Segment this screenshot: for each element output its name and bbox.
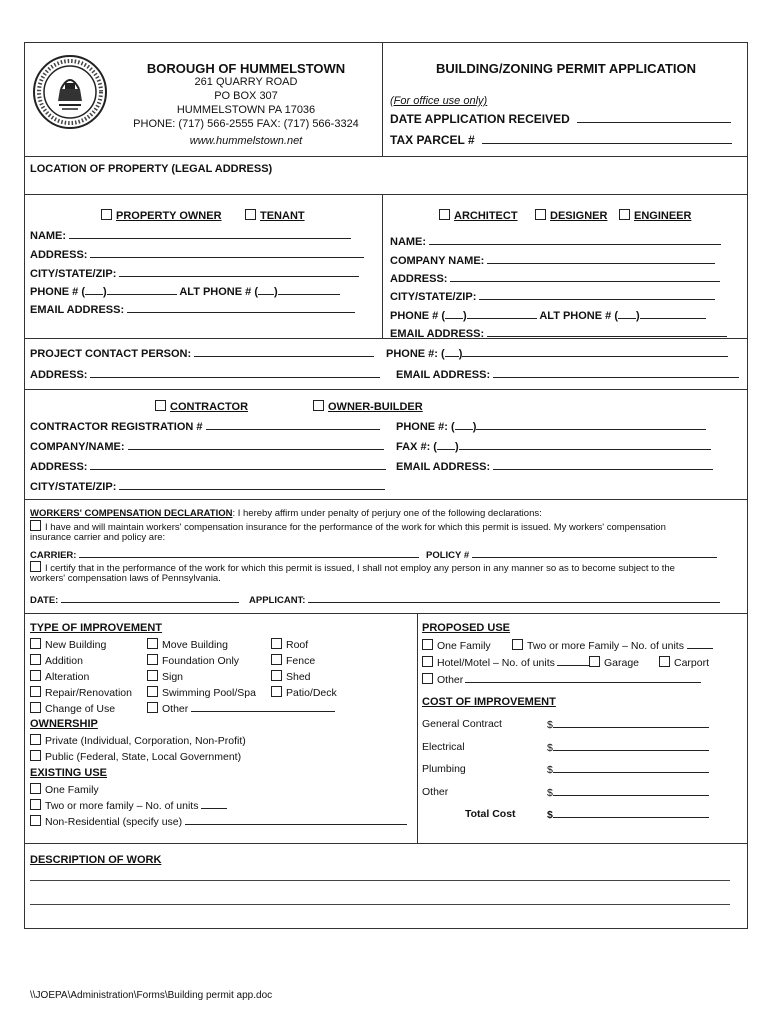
borough-seal-logo xyxy=(31,53,109,131)
checkbox[interactable] xyxy=(422,639,433,650)
improvement-repair[interactable] xyxy=(30,686,132,699)
pro-email-label: EMAIL ADDRESS: xyxy=(390,328,485,340)
label: Non-Residential (specify use) xyxy=(45,816,183,828)
contact-phone-field[interactable]: PHONE #: ( ) xyxy=(386,347,728,360)
option2-checkbox[interactable] xyxy=(30,561,41,572)
pro-address-line[interactable] xyxy=(450,272,720,282)
owner-phone-label: PHONE # ( xyxy=(30,286,86,298)
currency: $ xyxy=(547,742,553,754)
cost-plumbing-label: Plumbing xyxy=(422,763,466,775)
file-path-footer: \\JOEPA\Administration\Forms\Building permit app.doc xyxy=(30,990,273,1001)
date-received-field[interactable] xyxy=(390,112,731,126)
contractor-city-label: CITY/STATE/ZIP: xyxy=(30,481,117,493)
existing-non-residential[interactable] xyxy=(30,815,407,828)
cost-other-label: Other xyxy=(422,786,449,798)
tenant-option[interactable] xyxy=(245,209,305,222)
proposed-one-family[interactable] xyxy=(422,639,491,652)
contact-person-field[interactable] xyxy=(30,347,374,360)
checkbox[interactable] xyxy=(147,670,158,681)
ownership-public[interactable] xyxy=(30,750,241,763)
owner-city-field[interactable] xyxy=(30,267,359,280)
contractor-checkbox[interactable] xyxy=(155,400,166,411)
units-line[interactable] xyxy=(687,639,713,649)
policy-label: POLICY # xyxy=(426,550,470,561)
owner-builder-option[interactable] xyxy=(313,400,423,413)
currency: $ xyxy=(547,719,553,731)
office-use-note: (For office use only) xyxy=(390,95,488,107)
improvement-new-building[interactable] xyxy=(30,638,106,651)
workers-comp-section xyxy=(25,500,747,614)
cost-other-field[interactable] xyxy=(547,786,709,799)
owner-email-label: EMAIL ADDRESS: xyxy=(30,304,125,316)
owner-city-line[interactable] xyxy=(119,267,359,277)
label: Public (Federal, State, Local Government) xyxy=(45,751,242,763)
label: Alteration xyxy=(45,671,90,683)
address-line-1: 261 QUARRY ROAD xyxy=(194,76,298,88)
contractor-section xyxy=(25,390,747,500)
pro-alt-phone-label: ALT PHONE # ( xyxy=(539,310,618,322)
tenant-checkbox[interactable] xyxy=(245,209,256,220)
registration-label: CONTRACTOR REGISTRATION # xyxy=(30,421,203,433)
pro-name-field[interactable] xyxy=(390,235,721,248)
existing-use-heading: EXISTING USE xyxy=(30,767,108,779)
option1-text-cont: insurance carrier and policy are: xyxy=(30,532,166,543)
designer-checkbox[interactable] xyxy=(535,209,546,220)
improvement-addition[interactable] xyxy=(30,654,83,667)
owner-phone-field[interactable]: PHONE # ( ) ALT PHONE # ( ) xyxy=(30,285,340,298)
pro-city-label: CITY/STATE/ZIP: xyxy=(390,291,477,303)
checkbox[interactable] xyxy=(422,656,433,667)
fax-field[interactable]: FAX #: ( ) xyxy=(396,440,711,453)
workers-comp-intro: : I hereby affirm under penalty of perjury one of the following declarations: xyxy=(232,508,542,519)
label: Fence xyxy=(286,655,316,667)
pro-company-line[interactable] xyxy=(487,254,715,264)
tenant-label: TENANT xyxy=(260,210,305,222)
contractor-email-label: EMAIL ADDRESS: xyxy=(396,461,491,473)
contact-address-line[interactable] xyxy=(90,368,380,378)
applicant-field[interactable] xyxy=(249,593,720,606)
cost-general-field[interactable] xyxy=(547,718,709,731)
architect-checkbox[interactable] xyxy=(439,209,450,220)
cost-general-label: General Contract xyxy=(422,718,502,730)
pro-city-line[interactable] xyxy=(479,290,715,300)
pro-phone-field[interactable]: PHONE # ( ) ALT PHONE # ( ) xyxy=(390,309,706,322)
architect-label: ARCHITECT xyxy=(454,210,518,222)
option1-text: I have and will maintain workers' compensation insurance for the performance of the work for which this permit is issued. My workers' compensation xyxy=(45,522,666,533)
checkbox[interactable] xyxy=(30,783,41,794)
description-heading: DESCRIPTION OF WORK xyxy=(30,854,162,866)
owner-address-field[interactable] xyxy=(30,248,364,261)
currency: $ xyxy=(547,787,553,799)
pro-name-line[interactable] xyxy=(429,235,721,245)
label: Foundation Only xyxy=(162,655,240,667)
improvement-foundation[interactable] xyxy=(147,654,239,667)
amount-line[interactable] xyxy=(553,718,709,728)
checkbox[interactable] xyxy=(30,638,41,649)
currency: $ xyxy=(547,809,553,821)
form-title: BUILDING/ZONING PERMIT APPLICATION xyxy=(436,61,696,76)
engineer-checkbox[interactable] xyxy=(619,209,630,220)
registration-field[interactable] xyxy=(30,420,380,433)
proposed-hotel[interactable] xyxy=(422,656,589,669)
contractor-city-field[interactable] xyxy=(30,480,385,493)
registration-line[interactable] xyxy=(206,420,380,430)
pro-company-label: COMPANY NAME: xyxy=(390,255,485,267)
cost-electrical-field[interactable] xyxy=(547,741,709,754)
description-section xyxy=(25,844,747,928)
checkbox[interactable] xyxy=(271,638,282,649)
owner-builder-label: OWNER-BUILDER xyxy=(328,401,423,413)
contact-phone-area[interactable] xyxy=(445,347,459,357)
option1-checkbox[interactable] xyxy=(30,520,41,531)
owner-professional-section xyxy=(25,195,747,339)
contractor-address-field[interactable] xyxy=(30,460,386,473)
pro-address-field[interactable] xyxy=(390,272,720,285)
engineer-label: ENGINEER xyxy=(634,210,692,222)
checkbox[interactable] xyxy=(30,686,41,697)
contact-email-line[interactable] xyxy=(493,368,739,378)
improvement-fence[interactable] xyxy=(271,654,315,667)
workers-comp-heading: WORKERS' COMPENSATION DECLARATION xyxy=(30,508,233,519)
owner-city-label: CITY/STATE/ZIP: xyxy=(30,268,117,280)
amount-line[interactable] xyxy=(553,741,709,751)
contact-person-line[interactable] xyxy=(194,347,374,357)
amount-line[interactable] xyxy=(553,763,709,773)
contractor-phone-label: PHONE #: ( xyxy=(396,421,455,433)
contractor-label: CONTRACTOR xyxy=(170,401,249,413)
contractor-email-field[interactable] xyxy=(396,460,713,473)
label: Sign xyxy=(162,671,184,683)
total-cost-field[interactable] xyxy=(547,808,709,821)
property-owner-option[interactable] xyxy=(101,209,222,222)
existing-one-family[interactable] xyxy=(30,783,99,796)
label: Change of Use xyxy=(45,703,116,715)
date-field[interactable] xyxy=(30,593,239,606)
date-label: DATE: xyxy=(30,595,59,606)
label: Two or more Family – No. of units xyxy=(527,640,684,652)
checkbox[interactable] xyxy=(271,670,282,681)
currency: $ xyxy=(547,764,553,776)
checkbox[interactable] xyxy=(659,656,670,667)
improvement-sign[interactable] xyxy=(147,670,183,683)
checkbox[interactable] xyxy=(30,750,41,761)
checkbox[interactable] xyxy=(271,686,282,697)
contact-address-label: ADDRESS: xyxy=(30,369,88,381)
workers-comp-heading-line xyxy=(30,508,542,519)
amount-line[interactable] xyxy=(553,808,709,818)
ownership-private[interactable] xyxy=(30,734,246,747)
tax-parcel-field[interactable] xyxy=(390,133,732,147)
label: New Building xyxy=(45,639,107,651)
checkbox[interactable] xyxy=(30,702,41,713)
pro-alt-phone-line[interactable] xyxy=(640,309,706,319)
pro-company-field[interactable] xyxy=(390,254,715,267)
label: Private (Individual, Corporation, Non-Profit) xyxy=(45,735,246,747)
owner-phone-area[interactable] xyxy=(85,285,103,295)
total-cost-label: Total Cost xyxy=(465,808,516,820)
policy-line[interactable] xyxy=(472,548,717,558)
proposed-carport[interactable] xyxy=(659,656,709,669)
date-received-line[interactable] xyxy=(577,113,731,123)
contractor-phone-field[interactable]: PHONE #: ( ) xyxy=(396,420,706,433)
contractor-option[interactable] xyxy=(155,400,248,413)
contractor-city-line[interactable] xyxy=(119,480,385,490)
designer-option[interactable] xyxy=(535,209,607,222)
policy-field[interactable] xyxy=(426,548,717,561)
proposed-garage[interactable] xyxy=(589,656,639,669)
description-line-1[interactable] xyxy=(30,880,730,881)
pro-alt-phone-area[interactable] xyxy=(618,309,636,319)
contractor-phone-area[interactable] xyxy=(455,420,473,430)
owner-alt-phone-line[interactable] xyxy=(278,285,340,295)
date-line[interactable] xyxy=(61,593,239,603)
permit-form xyxy=(24,42,748,929)
checkbox[interactable] xyxy=(30,670,41,681)
option2-text: I certify that in the performance of the work for which this permit is issued, I shall not employ any person in any manner so as to become subject to the xyxy=(45,563,675,574)
checkbox[interactable] xyxy=(512,639,523,650)
pro-name-label: NAME: xyxy=(390,236,427,248)
checkbox[interactable] xyxy=(271,654,282,665)
phone-fax: PHONE: (717) 566-2555 FAX: (717) 566-3324 xyxy=(133,118,359,130)
contact-person-label: PROJECT CONTACT PERSON: xyxy=(30,348,192,360)
checkbox[interactable] xyxy=(30,799,41,810)
checkbox[interactable] xyxy=(30,654,41,665)
applicant-line[interactable] xyxy=(308,593,720,603)
improvement-patio[interactable] xyxy=(271,686,337,699)
contact-email-label: EMAIL ADDRESS: xyxy=(396,369,491,381)
applicant-label: APPLICANT: xyxy=(249,595,306,606)
contact-address-field[interactable] xyxy=(30,368,380,381)
description-line-2[interactable] xyxy=(30,904,730,905)
checkbox[interactable] xyxy=(422,673,433,684)
label: Repair/Renovation xyxy=(45,687,132,699)
tax-parcel-label: TAX PARCEL # xyxy=(390,133,475,147)
improvement-shed[interactable] xyxy=(271,670,311,683)
owner-email-field[interactable] xyxy=(30,303,355,316)
label: Carport xyxy=(674,657,710,669)
units-line[interactable] xyxy=(201,799,227,809)
proposed-other[interactable] xyxy=(422,673,701,686)
label: Garage xyxy=(604,657,640,669)
checkbox[interactable] xyxy=(30,815,41,826)
company-field[interactable] xyxy=(30,440,384,453)
ownership-heading: OWNERSHIP xyxy=(30,718,98,730)
contractor-email-line[interactable] xyxy=(493,460,713,470)
contact-phone-label: PHONE #: ( xyxy=(386,348,445,360)
location-section xyxy=(25,157,747,195)
header-section xyxy=(25,43,747,157)
pro-email-line[interactable] xyxy=(487,327,727,337)
owner-address-line[interactable] xyxy=(90,248,364,258)
carrier-field[interactable] xyxy=(30,548,419,561)
specify-line[interactable] xyxy=(185,815,407,825)
owner-address-label: ADDRESS: xyxy=(30,249,88,261)
checkbox[interactable] xyxy=(30,734,41,745)
designer-label: DESIGNER xyxy=(550,210,608,222)
owner-name-field[interactable] xyxy=(30,229,351,242)
improvement-other[interactable] xyxy=(147,702,335,715)
carrier-label: CARRIER: xyxy=(30,550,77,561)
improvement-pool[interactable] xyxy=(147,686,256,699)
cost-electrical-label: Electrical xyxy=(422,741,465,753)
label: One Family xyxy=(437,640,491,652)
label: Addition xyxy=(45,655,83,667)
contractor-address-line[interactable] xyxy=(90,460,386,470)
project-contact-section xyxy=(25,339,747,390)
label: Swimming Pool/Spa xyxy=(162,687,256,699)
company-line[interactable] xyxy=(128,440,384,450)
proposed-two-family[interactable] xyxy=(512,639,713,652)
address-line-3: HUMMELSTOWN PA 17036 xyxy=(176,104,316,116)
property-owner-checkbox[interactable] xyxy=(101,209,112,220)
existing-two-family[interactable] xyxy=(30,799,227,812)
contractor-phone-line[interactable] xyxy=(476,420,706,430)
checkbox[interactable] xyxy=(589,656,600,667)
checkbox[interactable] xyxy=(147,638,158,649)
label: Shed xyxy=(286,671,311,683)
architect-option[interactable] xyxy=(439,209,518,222)
improvement-heading: TYPE OF IMPROVEMENT xyxy=(30,622,163,634)
contractor-address-label: ADDRESS: xyxy=(30,461,88,473)
owner-builder-checkbox[interactable] xyxy=(313,400,324,411)
pro-phone-area[interactable] xyxy=(445,309,463,319)
improvement-change-of-use[interactable] xyxy=(30,702,115,715)
website-link[interactable]: www.hummelstown.net xyxy=(189,135,303,147)
company-label: COMPANY/NAME: xyxy=(30,441,125,453)
label: Hotel/Motel – No. of units xyxy=(437,657,555,669)
borough-title: BOROUGH OF HUMMELSTOWN xyxy=(146,61,346,76)
fax-line[interactable] xyxy=(459,440,711,450)
owner-email-line[interactable] xyxy=(127,303,355,313)
label: Roof xyxy=(286,639,309,651)
label: Other xyxy=(437,674,464,686)
owner-alt-phone-label: ALT PHONE # ( xyxy=(179,286,258,298)
tax-parcel-line[interactable] xyxy=(482,134,732,144)
pro-phone-label: PHONE # ( xyxy=(390,310,446,322)
checkbox[interactable] xyxy=(147,702,158,713)
engineer-option[interactable] xyxy=(619,209,691,222)
label: One Family xyxy=(45,784,99,796)
proposed-use-heading: PROPOSED USE xyxy=(422,622,511,634)
location-label: LOCATION OF PROPERTY (LEGAL ADDRESS) xyxy=(30,163,273,175)
label: Other xyxy=(162,703,189,715)
checkbox[interactable] xyxy=(147,686,158,697)
fax-area[interactable] xyxy=(437,440,455,450)
improvement-alteration[interactable] xyxy=(30,670,89,683)
cost-heading: COST OF IMPROVEMENT xyxy=(422,696,556,708)
address-line-2: PO BOX 307 xyxy=(214,90,278,102)
contact-email-field[interactable] xyxy=(396,368,739,381)
owner-name-line[interactable] xyxy=(69,229,351,239)
label: Two or more family – No. of units xyxy=(45,800,199,812)
property-owner-label: PROPERTY OWNER xyxy=(116,210,222,222)
owner-name-label: NAME: xyxy=(30,230,67,242)
other-line[interactable] xyxy=(465,673,701,683)
carrier-line[interactable] xyxy=(79,548,419,558)
fax-label: FAX #: ( xyxy=(396,441,437,453)
pro-phone-line[interactable] xyxy=(467,309,537,319)
pro-city-field[interactable] xyxy=(390,290,715,303)
checkbox[interactable] xyxy=(147,654,158,665)
improvement-section xyxy=(25,614,747,844)
owner-phone-line[interactable] xyxy=(107,285,177,295)
improvement-roof[interactable] xyxy=(271,638,308,651)
label: Patio/Deck xyxy=(286,687,337,699)
owner-alt-phone-area[interactable] xyxy=(258,285,274,295)
other-line[interactable] xyxy=(191,702,335,712)
label: Move Building xyxy=(162,639,228,651)
contact-phone-line[interactable] xyxy=(462,347,728,357)
improvement-move-building[interactable] xyxy=(147,638,228,651)
date-received-label: DATE APPLICATION RECEIVED xyxy=(390,112,570,126)
amount-line[interactable] xyxy=(553,786,709,796)
units-line[interactable] xyxy=(557,656,589,666)
option2-text-cont: workers' compensation laws of Pennsylvania. xyxy=(30,573,221,584)
pro-address-label: ADDRESS: xyxy=(390,273,448,285)
cost-plumbing-field[interactable] xyxy=(547,763,709,776)
